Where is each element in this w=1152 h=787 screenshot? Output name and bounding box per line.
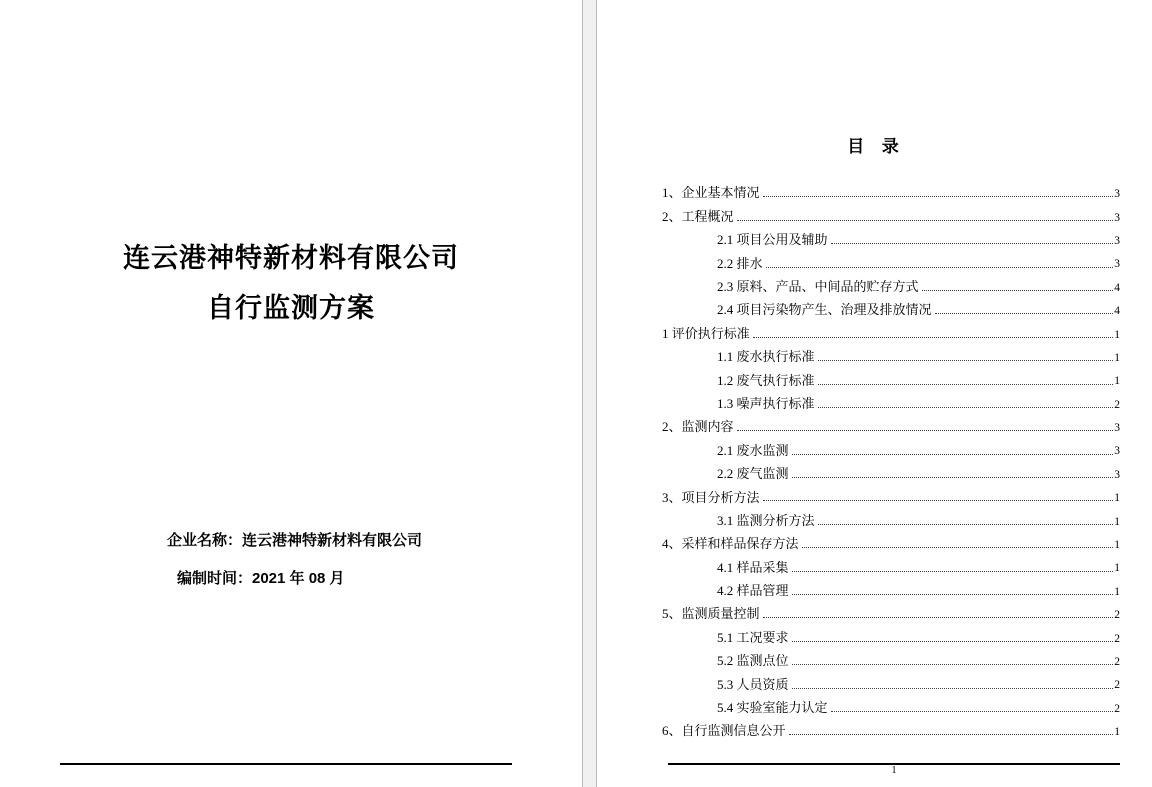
toc-entry-label: 1.1 废水执行标准 [717,349,815,365]
toc-entry-page: 2 [1114,632,1120,645]
toc-dot-leader [792,664,1114,665]
toc-entry-page: 1 [1114,351,1120,364]
page-number: 1 [891,765,897,776]
toc-entry[interactable] [662,345,1120,368]
toc-entry[interactable] [662,204,1120,227]
toc-entry[interactable] [662,696,1120,719]
toc-entry[interactable] [662,251,1120,274]
toc-entry-label: 4、采样和样品保存方法 [662,536,799,552]
toc-entry-label: 2.2 排水 [717,255,763,271]
toc-entry[interactable] [662,508,1120,531]
toc-heading: 目 录 [847,137,902,156]
toc-entry-label: 1.3 噪声执行标准 [717,395,815,411]
cover-title-block [0,233,582,333]
toc-dot-leader [818,407,1114,408]
toc-dot-leader [831,711,1114,712]
toc-dot-leader [802,547,1114,548]
toc-entry-label: 6、自行监测信息公开 [662,723,786,739]
toc-entry-label: 2、监测内容 [662,419,734,435]
toc-entry[interactable] [662,602,1120,625]
toc-entry-page: 1 [1114,515,1120,528]
page-divider [582,0,597,787]
toc-entry[interactable] [662,579,1120,602]
toc-dot-leader [818,524,1114,525]
toc-entry-page: 1 [1114,328,1120,341]
toc-dot-leader [792,688,1114,689]
toc-dot-leader [935,313,1114,314]
toc-list [662,181,1120,742]
toc-dot-leader [792,641,1114,642]
toc-entry-label: 1.2 废气执行标准 [717,372,815,388]
toc-entry-label: 5.1 工况要求 [717,629,789,645]
toc-dot-leader [818,360,1114,361]
toc-dot-leader [763,500,1114,501]
toc-entry[interactable] [662,415,1120,438]
toc-entry[interactable] [662,228,1120,251]
toc-entry[interactable] [662,625,1120,648]
toc-entry-page: 2 [1114,398,1120,411]
toc-entry-page: 2 [1114,609,1120,622]
toc-entry-page: 1 [1114,726,1120,739]
toc-entry-label: 2.4 项目污染物产生、治理及排放情况 [717,302,932,318]
toc-entry-label: 5.3 人员资质 [717,676,789,692]
toc-entry-label: 2.1 项目公用及辅助 [717,232,828,248]
compile-date-label: 编制时间：2021 年 08 月 [177,570,345,587]
toc-entry-page: 4 [1114,281,1120,294]
toc-entry[interactable] [662,485,1120,508]
toc-entry-label: 1 评价执行标准 [662,325,750,341]
toc-dot-leader [792,477,1114,478]
toc-entry-page: 3 [1114,188,1120,201]
cover-title-line2: 自行监测方案 [207,293,375,323]
cover-footer-rule [60,763,512,765]
toc-entry-page: 2 [1114,655,1120,668]
toc-entry-page: 3 [1114,211,1120,224]
toc-entry-label: 5.4 实验室能力认定 [717,700,828,716]
toc-entry-page: 2 [1114,679,1120,692]
toc-entry[interactable] [662,462,1120,485]
toc-entry-label: 1、企业基本情况 [662,185,760,201]
cover-title-line1: 连云港神特新材料有限公司 [123,243,459,273]
company-name-label: 企业名称：连云港神特新材料有限公司 [167,532,423,549]
toc-entry[interactable] [662,298,1120,321]
toc-dot-leader [831,243,1114,244]
toc-entry[interactable] [662,321,1120,344]
toc-dot-leader [922,290,1114,291]
toc-entry-label: 5.2 监测点位 [717,653,789,669]
toc-dot-leader [737,220,1114,221]
toc-entry[interactable] [662,649,1120,672]
toc-entry-label: 2、工程概况 [662,208,734,224]
toc-dot-leader [763,196,1114,197]
toc-entry-label: 3.1 监测分析方法 [717,512,815,528]
toc-entry-page: 1 [1114,585,1120,598]
toc-entry[interactable] [662,181,1120,204]
toc-entry[interactable] [662,532,1120,555]
toc-entry[interactable] [662,392,1120,415]
toc-dot-leader [763,617,1114,618]
toc-dot-leader [792,571,1114,572]
toc-entry[interactable] [662,275,1120,298]
toc-entry-page: 3 [1114,258,1120,271]
toc-entry[interactable] [662,672,1120,695]
toc-entry-label: 5、监测质量控制 [662,606,760,622]
toc-entry-page: 2 [1114,702,1120,715]
toc-dot-leader [737,430,1114,431]
toc-entry-label: 3、项目分析方法 [662,489,760,505]
toc-entry[interactable] [662,368,1120,391]
toc-entry[interactable] [662,555,1120,578]
toc-entry-label: 2.3 原料、产品、中间品的贮存方式 [717,279,919,295]
toc-dot-leader [766,267,1114,268]
toc-entry[interactable] [662,438,1120,461]
toc-entry[interactable] [662,719,1120,742]
toc-entry-page: 1 [1114,562,1120,575]
toc-entry-page: 4 [1114,305,1120,318]
toc-entry-label: 2.2 废气监测 [717,466,789,482]
toc-entry-page: 1 [1114,539,1120,552]
toc-dot-leader [792,594,1114,595]
toc-dot-leader [818,384,1114,385]
toc-dot-leader [789,734,1114,735]
toc-entry-page: 1 [1114,492,1120,505]
toc-dot-leader [792,454,1114,455]
toc-page [597,0,1152,787]
toc-entry-page: 3 [1114,234,1120,247]
toc-entry-label: 2.1 废水监测 [717,442,789,458]
toc-entry-page: 3 [1114,445,1120,458]
toc-entry-label: 4.2 样品管理 [717,583,789,599]
toc-entry-label: 4.1 样品采集 [717,559,789,575]
toc-dot-leader [753,337,1113,338]
toc-entry-page: 3 [1114,468,1120,481]
toc-entry-page: 1 [1114,375,1120,388]
toc-entry-page: 3 [1114,422,1120,435]
